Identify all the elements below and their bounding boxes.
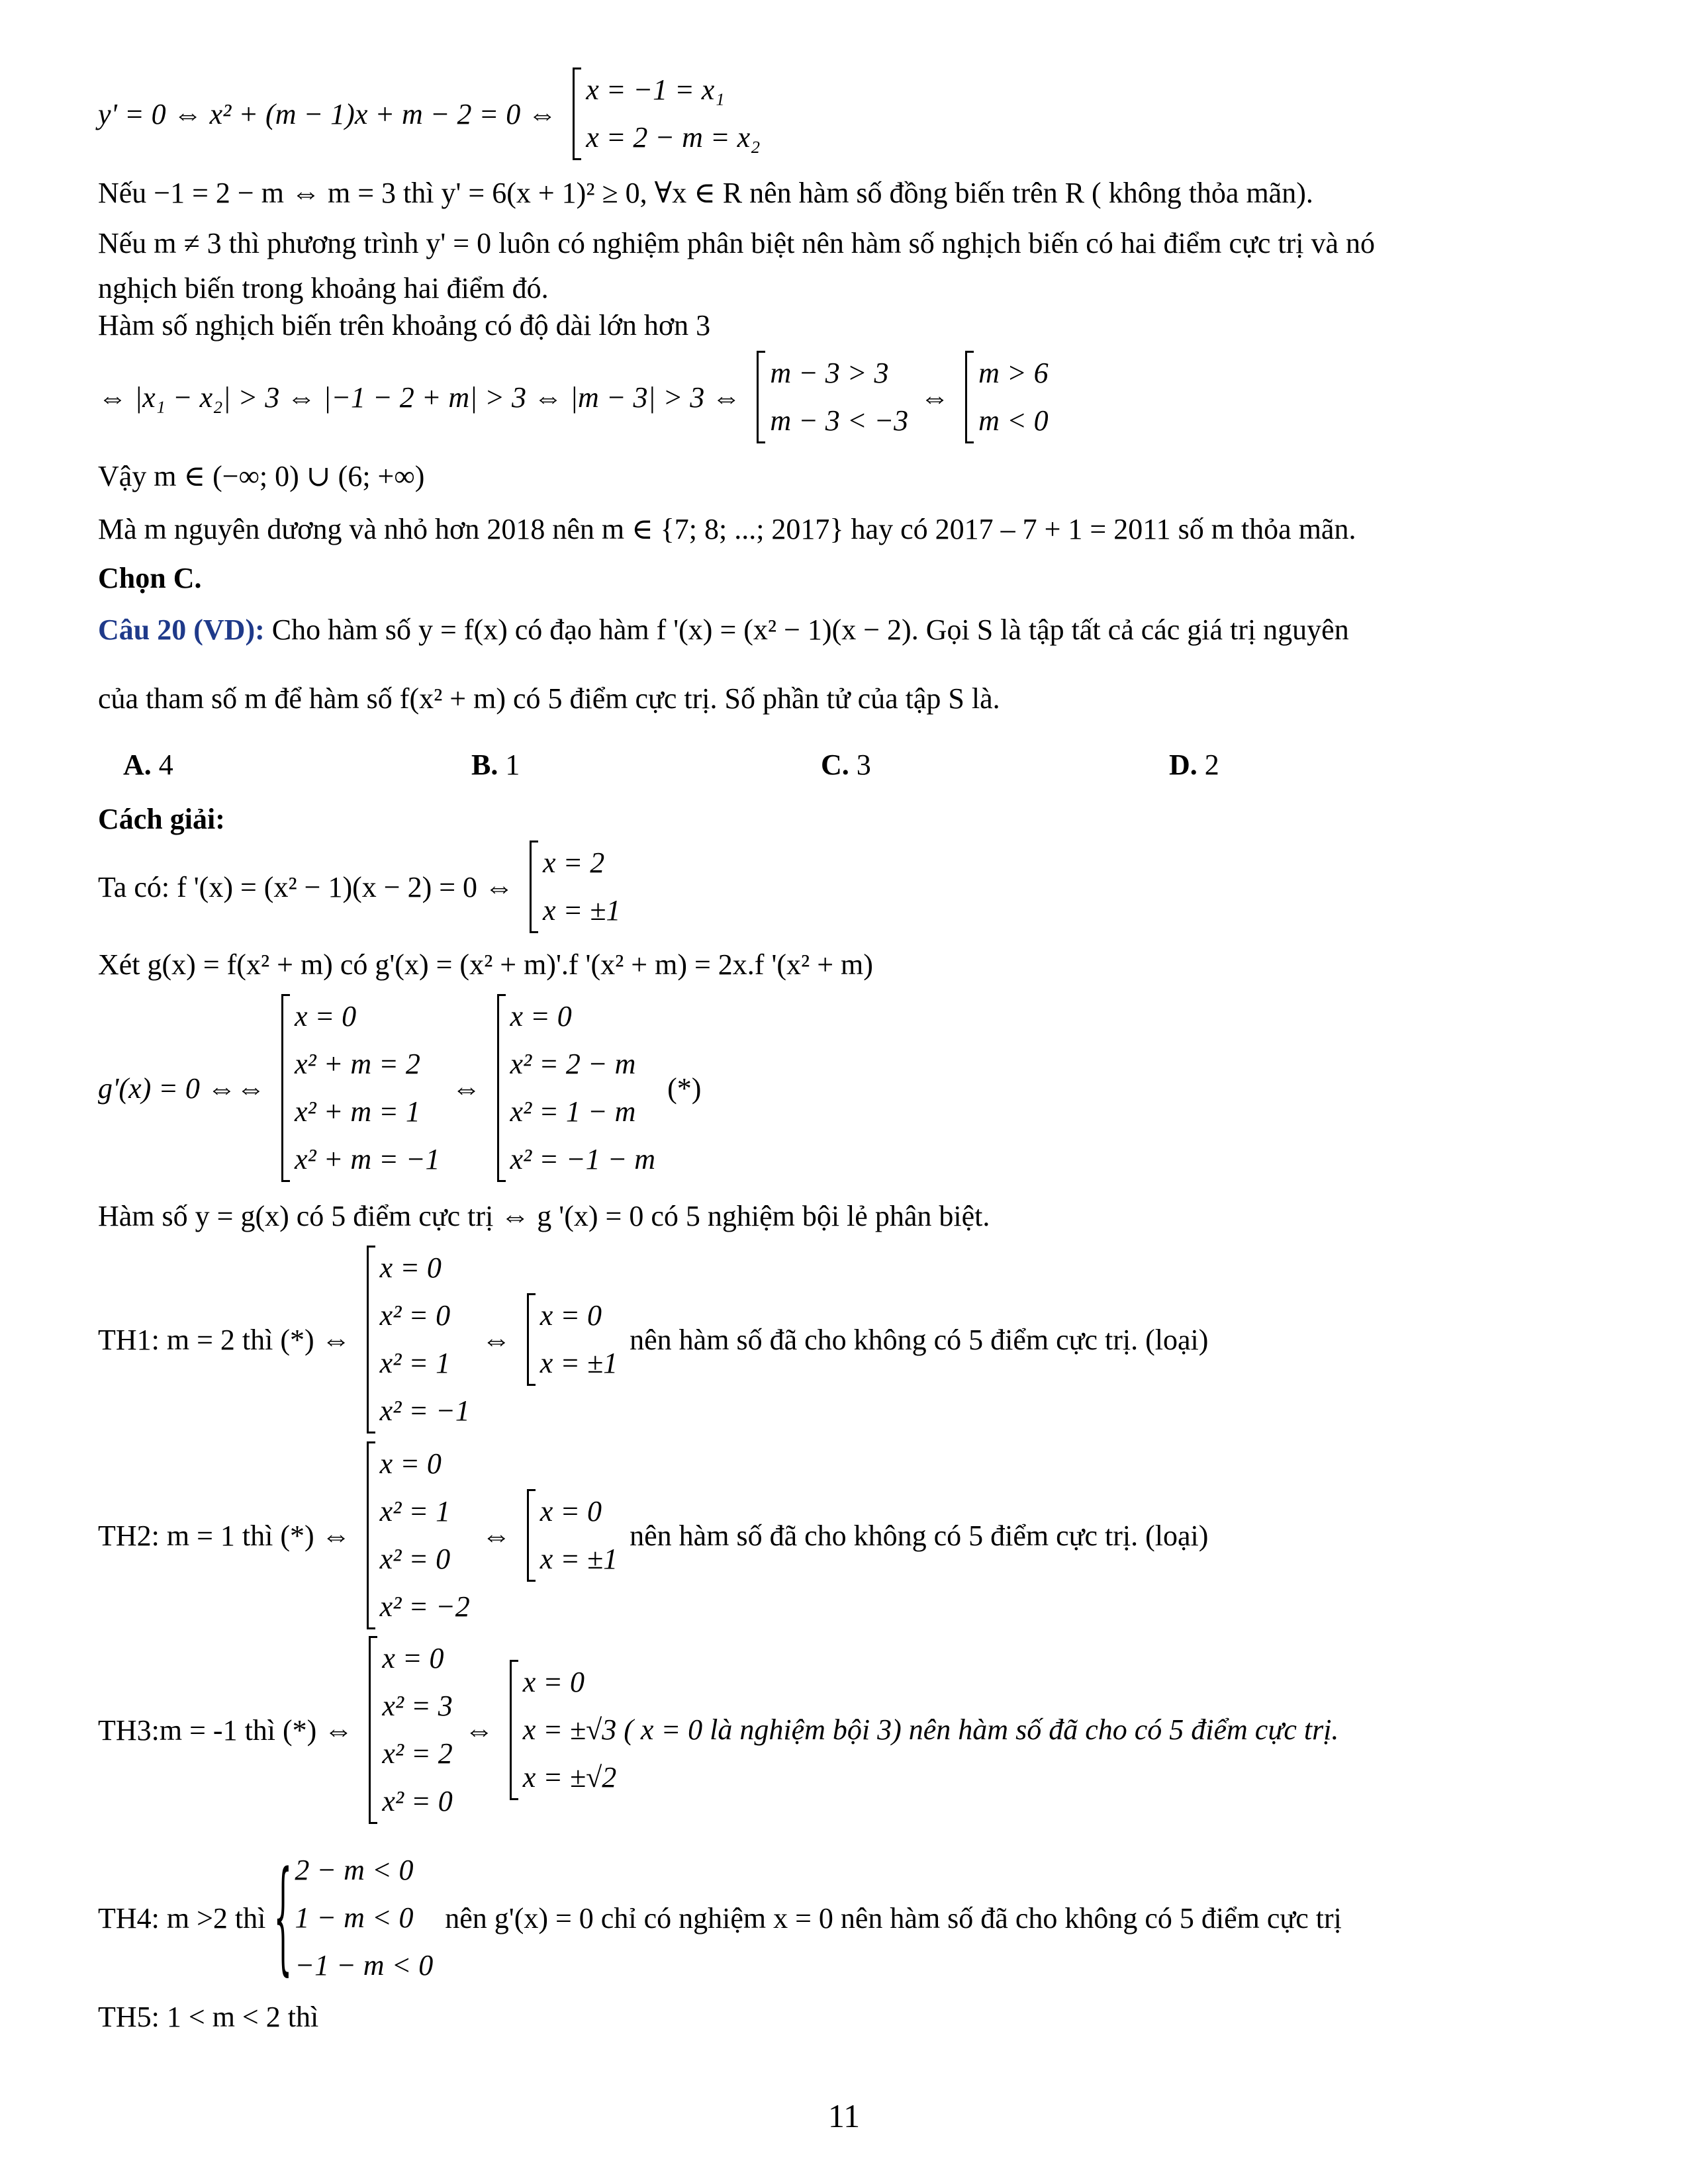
answer-choice: Chọn C. [98,562,202,594]
bracket-system: x = −1 = x₁ x = 2 − m = x₂ [569,66,760,161]
solution-step: Xét g(x) = f(x² + m) có g'(x) = (x² + m)'.f '(x² + m) = 2x.f '(x² + m) [98,948,873,981]
bracket-system: x = 0 x² = 3 x² = 2 x² = 0 [365,1635,452,1825]
bracket-system: x = 0 x = ±√3 ( x = 0 là nghiệm bội 3) nên hàm số đã cho có 5 điểm cực trị. x = ±√2 [506,1659,1339,1801]
question-label: Câu 20 (VD): [98,614,265,646]
option-a: A. 4 [123,749,173,781]
bracket-system: m − 3 > 3 m − 3 < −3 [753,349,908,445]
solution-step: Ta có: f '(x) = (x² − 1)(x − 2) = 0 ⇔ x = 2 x = ±1 [98,839,632,934]
text-line: nghịch biến trong khoảng hai điểm đó. [98,272,549,304]
solution-step: Hàm số y = g(x) có 5 điểm cực trị ⇔ g '(x) = 0 có 5 nghiệm bội lẻ phân biệt. [98,1200,990,1232]
option-b: B. 1 [471,749,520,781]
bracket-system: x = 2 x = ±1 [526,839,620,934]
case-th1: TH1: m = 2 thì (*) ⇔ x = 0 x² = 0 x² = 1 x² = −1 ⇔ x = 0 x = ±1 nên hàm số đã cho không có 5 điểm cực trị. (loại) [98,1244,1220,1435]
bracket-system: x = 0 x² = 2 − m x² = 1 − m x² = −1 − m [493,993,656,1183]
bracket-system: m > 6 m < 0 [961,349,1048,445]
text-line: Vậy m ∈ (−∞; 0) ∪ (6; +∞) [98,460,425,492]
page-number: 11 [827,2097,861,2134]
text-line: Hàm số nghịch biến trên khoảng có độ dài lớn hơn 3 [98,309,711,341]
bracket-system: x = 0 x² = 1 x² = 0 x² = −2 [363,1440,470,1631]
option-d: D. 2 [1169,749,1219,781]
inequality-chain: ⇔ |x₁ − x₂| > 3 ⇔ |−1 − 2 + m| > 3 ⇔ |m − 3| > 3 ⇔ m − 3 > 3 m − 3 < −3 ⇔ m > 6 m < 0 [98,349,1060,445]
question-line: của tham số m để hàm số f(x² + m) có 5 điểm cực trị. Số phần tử của tập S là. [98,682,1000,715]
bracket-system: x = 0 x² = 0 x² = 1 x² = −1 [363,1244,470,1435]
solution-heading: Cách giải: [98,803,225,835]
bracket-system: x = 0 x = ±1 [523,1292,618,1387]
bracket-system: x = 0 x = ±1 [523,1488,618,1583]
case-th4: TH4: m >2 thì { 2 − m < 0 1 − m < 0 −1 − m < 0 nên g'(x) = 0 chỉ có nghiệm x = 0 nên hàm số đã cho không có 5 điểm cực trị [98,1846,1354,1989]
brace-system: { 2 − m < 0 1 − m < 0 −1 − m < 0 [277,1846,433,1989]
question-line: Câu 20 (VD): Cho hàm số y = f(x) có đạo hàm f '(x) = (x² − 1)(x − 2). Gọi S là tập tất cả các giá trị nguyên [98,614,1349,646]
solution-step: g'(x) = 0 ⇔⇔ x = 0 x² + m = 2 x² + m = 1 x² + m = −1 ⇔ x = 0 x² = 2 − m x² = 1 − m x² = −1 − m (*) [98,993,713,1183]
bracket-system: x = 0 x² + m = 2 x² + m = 1 x² + m = −1 [277,993,440,1183]
option-c: C. 3 [821,749,871,781]
text-line: Nếu −1 = 2 − m ⇔ m = 3 thì y' = 6(x + 1)² ≥ 0, ∀x ∈ R nên hàm số đồng biến trên R ( không thỏa mãn). [98,177,1313,209]
text-line: Mà m nguyên dương và nhỏ hơn 2018 nên m ∈ {7; 8; ...; 2017} hay có 2017 – 7 + 1 = 2011 số m thỏa mãn. [98,513,1356,545]
text-line: Nếu m ≠ 3 thì phương trình y' = 0 luôn có nghiệm phân biệt nên hàm số nghịch biến có hai điểm cực trị và nó [98,227,1376,259]
case-th2: TH2: m = 1 thì (*) ⇔ x = 0 x² = 1 x² = 0 x² = −2 ⇔ x = 0 x = ±1 nên hàm số đã cho không có 5 điểm cực trị. (loại) [98,1440,1220,1631]
equation-y-prime: y' = 0 ⇔ x² + (m − 1)x + m − 2 = 0 ⇔ x = −1 = x₁ x = 2 − m = x₂ [98,66,772,161]
case-th3: TH3:m = -1 thì (*) ⇔ x = 0 x² = 3 x² = 2 x² = 0 ⇔ x = 0 x = ±√3 ( x = 0 là nghiệm bội 3) nên hàm số đã cho có 5 điểm cực trị. x = ±√2 [98,1635,1350,1825]
case-th5: TH5: 1 < m < 2 thì [98,2001,319,2033]
